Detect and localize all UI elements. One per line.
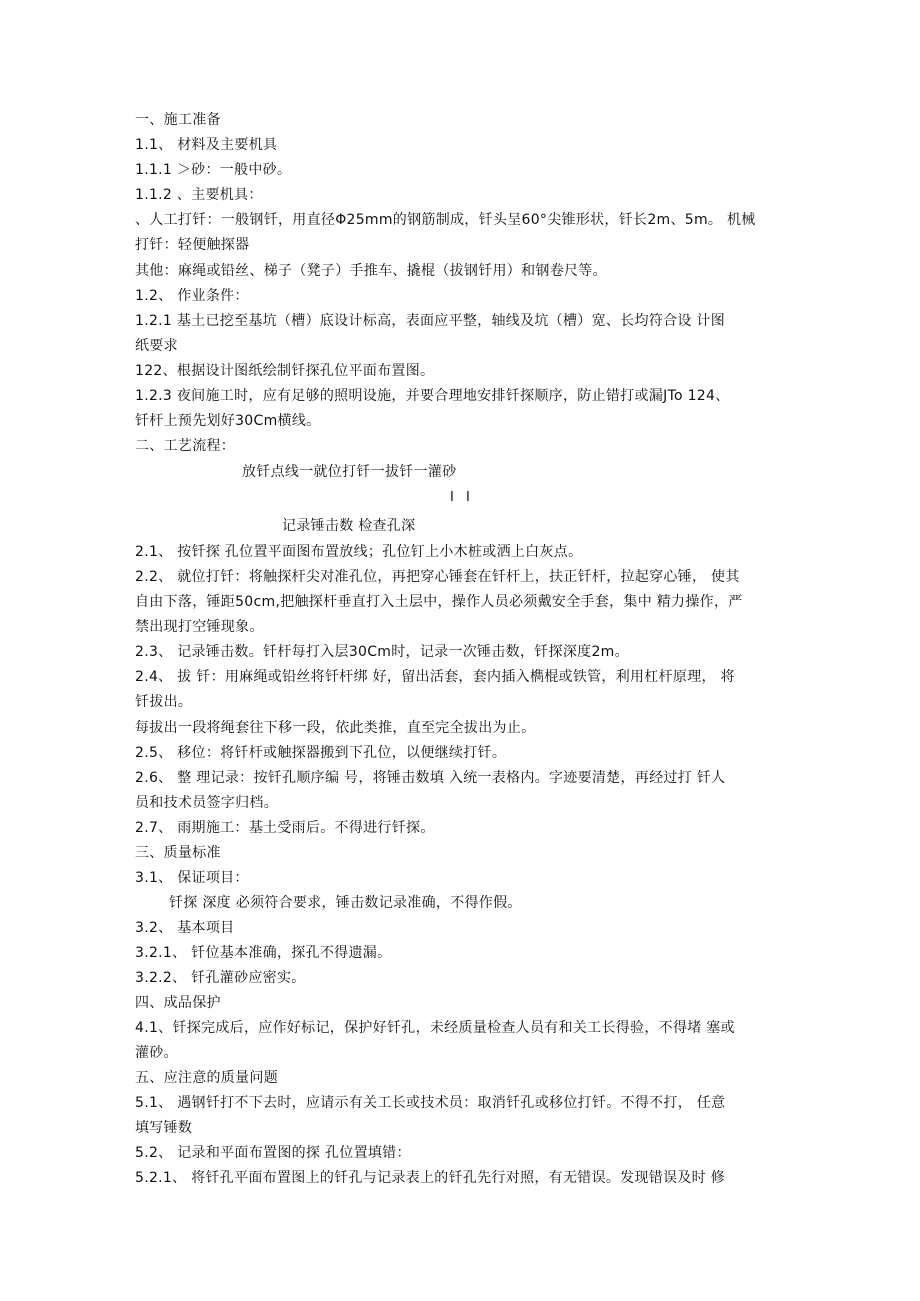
text-line: 4.1、钎探完成后，应作好标记，保护好钎孔，未经质量检查人员有和关工长得验，不得堵 塞或 xyxy=(135,1020,735,1036)
section-heading-2: 二、工艺流程： xyxy=(135,438,236,454)
section-heading-1: 一、施工准备 xyxy=(135,112,221,128)
text-line: 钎杆上预先划好30Cm横线。 xyxy=(135,413,321,429)
subsection-heading: 3.2、 基本项目 xyxy=(135,920,235,936)
text-line: 禁出现打空锤现象。 xyxy=(135,619,264,635)
subsection-heading: 1.2、 作业条件： xyxy=(135,288,249,304)
section-heading-3: 三、质量标准 xyxy=(135,845,221,861)
text-line: 2.6、 整 理记录：按钎孔顺序编 号，将锤击数填 入统一表格内。字迹要清楚，再经过打 钎人 xyxy=(135,770,726,786)
text-line: 灌砂。 xyxy=(135,1045,178,1061)
text-line: 1.1.2 、主要机具： xyxy=(135,187,263,203)
text-line: 2.3、 记录锤击数。钎杆每打入层30Cm时，记录一次锤击数，钎探深度2m。 xyxy=(135,644,629,660)
process-flow-connector: I I xyxy=(450,490,474,505)
text-line: 其他：麻绳或铅丝、梯子（凳子）手推车、撬棍（拔钢钎用）和钢卷尺等。 xyxy=(135,263,607,279)
text-line: 填写锤数 xyxy=(135,1120,193,1136)
text-line: 1.1.1 ＞砂：一般中砂。 xyxy=(135,162,292,178)
text-line: 2.2、 就位打钎：将触探杆尖对准孔位，再把穿心锤套在钎杆上，扶正钎杆，拉起穿心锤， 使其 xyxy=(135,569,740,585)
text-line: 2.1、 按钎探 孔位置平面图布置放线；孔位钉上小木桩或洒上白灰点。 xyxy=(135,544,583,560)
text-line: 2.4、 拔 钎：用麻绳或铅丝将钎杆绑 好，留出活套，套内插入檇棍或铁管，利用杠杆原理， 将 xyxy=(135,669,735,685)
text-line: 5.2.1、 将钎孔平面布置图上的钎孔与记录表上的钎孔先行对照，有无错误。发现错误及时 修 xyxy=(135,1170,726,1186)
subsection-heading: 1.1、 材料及主要机具 xyxy=(135,137,278,153)
section-heading-4: 四、成品保护 xyxy=(135,995,221,1011)
text-line: 自由下落，锤距50cm,把触探杆垂直打入土层中，操作人员必须戴安全手套，集中 精力操作，严 xyxy=(135,594,743,610)
text-line: 1.2.1 基土已挖至基坑（槽）底设计标高，表面应平整，轴线及坑（槽）宽、长均符合设 计图 xyxy=(135,313,726,329)
process-flow-branch: 记录锤击数 检查孔深 xyxy=(282,518,416,534)
text-line: 2.5、 移位：将钎杆或触探器搬到下孔位，以便继续打钎。 xyxy=(135,745,507,761)
subsection-heading: 3.1、 保证项目： xyxy=(135,870,249,886)
text-line: 1.2.3 夜间施工时，应有足够的照明设施，并要合理地安排钎探顺序，防止错打或漏JTo 124、 xyxy=(135,388,730,404)
text-line: 打钎：轻便触探器 xyxy=(135,237,250,253)
text-line: 122、根据设计图纸绘制钎探孔位平面布置图。 xyxy=(135,363,435,379)
text-line: 钎拔出。 xyxy=(135,694,193,710)
text-line: 、人工打钎：一般钢钎，用直径Φ25mm的钢筋制成，钎头呈60°尖锥形状，钎长2m、5m。 机械 xyxy=(135,212,756,228)
section-heading-5: 五、应注意的质量问题 xyxy=(135,1070,278,1086)
text-line: 3.2.2、 钎孔灌砂应密实。 xyxy=(135,970,306,986)
text-line: 每拔出一段将绳套往下移一段，依此类推，直至完全拔出为止。 xyxy=(135,720,536,736)
text-line: 5.1、 遇钢钎打不下去时，应请示有关工长或技术员：取消钎孔或移位打钎。不得不打， 任意 xyxy=(135,1095,726,1111)
text-line: 纸要求 xyxy=(135,338,178,354)
text-line: 钎探 深度 必须符合要求，锤击数记录准确，不得作假。 xyxy=(169,895,522,911)
text-line: 员和技术员签字归档。 xyxy=(135,795,278,811)
process-flow: 放钎点线一就位打钎一拔钎一灌砂 xyxy=(242,464,457,480)
subsection-heading: 5.2、 记录和平面布置图的探 孔位置填错： xyxy=(135,1145,411,1161)
text-line: 3.2.1、 钎位基本准确，探孔不得遗漏。 xyxy=(135,945,392,961)
text-line: 2.7、 雨期施工：基土受雨后。不得进行钎探。 xyxy=(135,820,435,836)
